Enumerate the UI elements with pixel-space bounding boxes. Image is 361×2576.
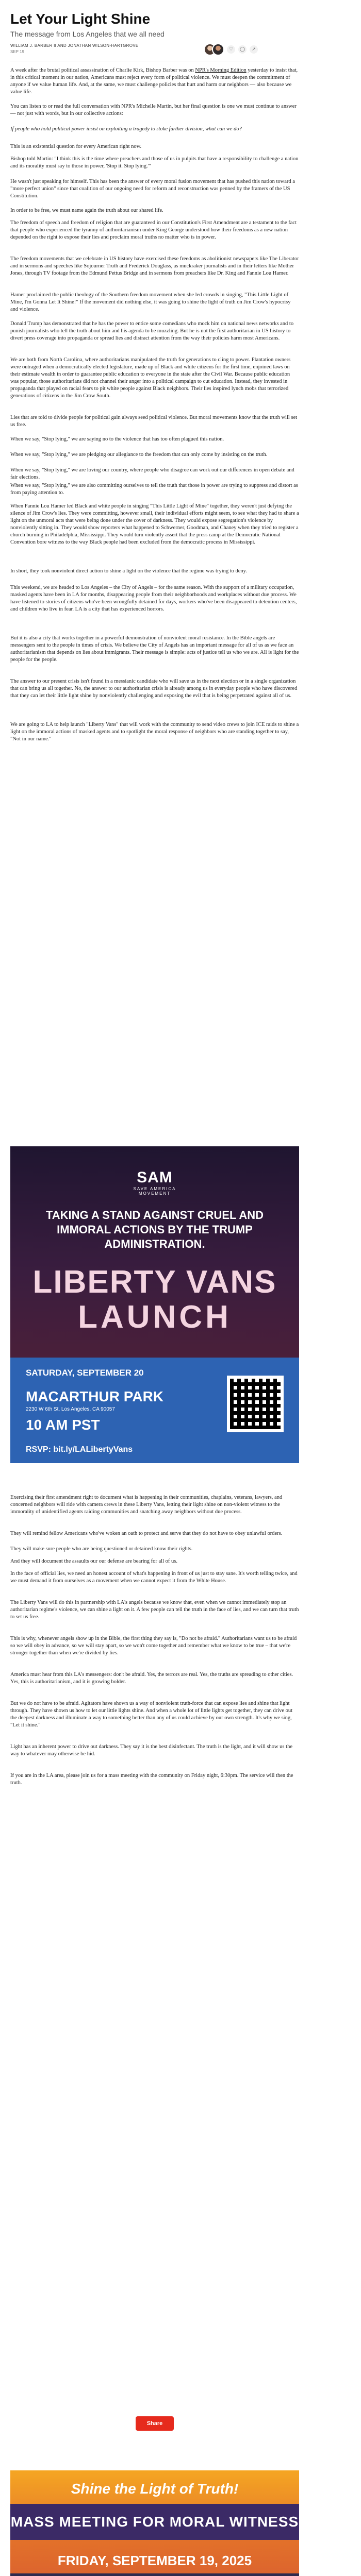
poster2-title: MASS MEETING FOR MORAL WITNESS <box>10 2504 299 2540</box>
paragraph: In order to be free, we must name again the truth about our shared life. <box>10 208 163 213</box>
paragraph: When we say, "Stop lying," we are also committing ourselves to tell the truth that those in power are trying to suppress and distort as from paying attention to. <box>10 483 298 496</box>
qr-code-icon <box>227 1376 284 1432</box>
paragraph: Exercising their first amendment right to document what is happening in their communities, chaplains, veterans, lawyers, and concerned neighbors will ride with camera crews in these Liberty Vans, letting their light shine on non-violent witness to the immorality of unidentified agents raiding communities and snatching away neighbors without due process. <box>10 1495 283 1515</box>
author-avatars[interactable] <box>204 43 224 56</box>
paragraph: A week after the brutal political assassination of Charlie Kirk, Bishop Barber was on NPR's Morning Edition yesterday to insist that, in this critical moment in our nation, Americans must reject every form of political violence. We must deepen the commitment of anyone if we value human life. And, at the same, we must challenge policies that hurt and harm our neighbors — also because we value life. <box>10 67 298 95</box>
paragraph: This weekend, we are headed to Los Angeles – the City of Angels – for the same reason. With the support of a military occupation, masked agents have been in LA for months, disappearing people from their neighborhoods and workplaces without due process. We have listened to stories of citizens who've been wrongfully detained for days, workers who've been disappeared to detention centers, and children who live in fear. LA is a city that has experienced horrors. <box>10 585 297 612</box>
npr-morning-edition-link[interactable]: NPR's Morning Edition <box>195 67 247 73</box>
event-date: SATURDAY, SEPTEMBER 20 <box>26 1368 144 1378</box>
avatar[interactable] <box>212 43 224 56</box>
paragraph: Hamer proclaimed the public theology of the Southern freedom movement when she led crowds in singing, "This Little Light of Mine, I'm Gonna Let It Shine!" If the movement did nothing else, it was going to shine the light of truth on Jim Crow's hypocrisy and violence. <box>10 292 291 312</box>
paragraph: But it is also a city that works together in a powerful demonstration of nonviolent moral resistance. In the Bible angels are messengers sent to the people in times of crisis. We believe the City of Angels has an important message for all of us as we face an authoritarianism that depends on lies about immigrants. Their message is simple: acts of justice tell us who we are. All is light for the people for the people. <box>10 635 299 663</box>
paragraph: But we do not have to be afraid. Agitators have shown us a way of nonviolent truth-force that can expose lies and shine that light through. They have shown us how to let our little lights shine. And when a whole lot of little lights get together, they can drive out the deepest darkness and illuminate a way to something better than any of us could achieve by our own strength. It's why we sing, "Let it shine." <box>10 1701 293 1728</box>
paragraph: When we say, "Stop lying," we are loving our country, where people who disagree can work out our differences in open debate and fair elections. <box>10 467 294 480</box>
paragraph: The freedom movements that we celebrate in US history have exercised these freedoms as abolitionist newspapers like The Liberator and in sermons and speeches like Sojourner Truth and Frederick Douglass, as muckraker journalists and in their letters like Mother Jones, through TV footage from the Edmund Pettus Bridge and in sermons from preachers like Dr. King and Fannie Lou Hamer. <box>10 256 299 276</box>
paragraph: In the face of official lies, we need an honest account of what's happening in front of us just to stay sane. It's worth telling twice, and we must demand it from ourselves as a movement when we cannot expect it from the White House. <box>10 1571 298 1584</box>
paragraph: The freedom of speech and freedom of religion that are guaranteed in our Constitution's First Amendment are a testament to the fact that people who experienced the tyranny of authoritarianism under King George understood how their freedoms as a new nation depended on the right to expose their lies and proclaim moral truths no matter who is in power. <box>10 220 297 240</box>
paragraph: You can listen to or read the full conversation with NPR's Michelle Martin, but her final question is one we must continue to answer — not just with words, but in our collective actions: <box>10 104 297 116</box>
paragraph: When we say, "Stop lying," we are saying no to the violence that has too often plagued this nation. <box>10 436 224 442</box>
paragraph: They will make sure people who are being questioned or detained know their rights. <box>10 1546 193 1552</box>
paragraph: Lies that are told to divide people for political gain always seed political violence. But moral movements know that the truth will set us free. <box>10 415 298 428</box>
event-venue: MACARTHUR PARK <box>26 1388 164 1404</box>
paragraph: If you are in the LA area, please join us for a mass meeting with the community on Friday night, 6:30pm. The service will then the truth. <box>10 1773 293 1786</box>
paragraph: Bishop told Martin: "I think this is the time where preachers and those of us in pulpits that have a responsibility to challenge a nation and its morality must say to those in power, 'Stop it. Stop lying.'" <box>10 156 299 169</box>
post-date: SEP 19 <box>10 49 24 54</box>
event-rsvp[interactable]: RSVP: bit.ly/LALibertyVans <box>26 1445 133 1454</box>
paragraph: And they will document the assaults our our defense are bearing for all of us. <box>10 1558 177 1564</box>
paragraph: America must hear from this LA's messengers: don't be afraid. Yes, the terrors are real. Yes, the truths are spreading to other cities. Yes, this is authoritarianism, and it is growing bolder. <box>10 1672 293 1685</box>
heart-icon[interactable]: ♡ <box>227 45 235 54</box>
logo-text: SAM <box>137 1169 173 1186</box>
poster2-tagline: Shine the Light of Truth! <box>71 2481 239 2497</box>
poster-title: LIBERTY VANS <box>32 1264 277 1300</box>
post-subtitle: The message from Los Angeles that we all need <box>10 30 165 38</box>
paragraph: The answer to our present crisis isn't found in a messianic candidate who will save us in the next election or in a single organization that can bring us all together. No, the answer to our authoritarian crisis is already among us in everyday people who have discovered that they can let their little light shine by nonviolently challenging and exposing the evil that is being perpetrated against all of us. <box>10 679 298 699</box>
paragraph: This is why, whenever angels show up in the Bible, the first thing they say is, "Do not be afraid." Authoritarians want us to be afraid so we will obey in advance, so we will stay apart, so we won't come together and remember what we know to be true – that we're stronger together than when we're divided by lies. <box>10 1636 297 1656</box>
event-details <box>10 1358 299 1463</box>
paragraph: When we say, "Stop lying," we are pledging our allegiance to the freedom that can only come by insisting on the truth. <box>10 452 268 457</box>
paragraph: When Fannie Lou Hamer led Black and white people in singing "This Little Light of Mine" together, they weren't just defying the silence of Jim Crow's lies. They were committing, however small, their individual efforts might seem, to see what they had to share a light on the unmoral acts that were being done under the cover of darkness. They would expose segregation's violence by nonviolently sitting in. They would show reporters what happened to Schwerner, Goodman, and Chaney when they tried to register a church burning in Philadelphia, Mississippi. They would turn violently assert that the press camp at the Democratic National Convention bore witness to the way Black people had been excluded from the democratic process in Mississippi. <box>10 503 299 545</box>
post-actions <box>227 45 258 54</box>
paragraph: If people who hold political power insist on exploiting a tragedy to stoke further division, what can we do? <box>10 126 242 132</box>
sam-logo <box>119 1169 191 1196</box>
paragraph: They will remind fellow Americans who've woken an oath to protect and serve that they do not have to obey unlawful orders. <box>10 1531 283 1536</box>
paragraph: In short, they took nonviolent direct action to shine a light on the violence that the regime was trying to deny. <box>10 568 247 574</box>
poster2-location <box>10 2573 299 2576</box>
mass-meeting-poster[interactable] <box>10 2470 299 2576</box>
liberty-vans-launch-poster[interactable] <box>10 1146 299 1463</box>
paragraph: Donald Trump has demonstrated that he has the power to entice some comedians who mock him on national news networks and to punish journalists who tell the truth about him and his agenda to be muzzling. But he is not the first authoritarian in US history to divert press coverage into propaganda or spread lies and distract attention from the way their policies harm most Americans. <box>10 321 294 341</box>
share-button[interactable]: Share <box>136 2416 174 2431</box>
paragraph: We are both from North Carolina, where authoritarians manipulated the truth for generations to cling to power. Plantation owners were outraged when a democratically elected legislature, made up of Black and white citizens for the first time, enjoined laws on their estimate wealth in order to guarantee public education to everyone in the state after the Civil War. Because public education was popular, those authoritarians did not channel their anger into a political campaign to cut education. Instead, they invested in propaganda that played on racial fears to pit white people against Black neighbors. Their lies inspired lynch mobs that terrorized generations of citizens in the Jim Crow South. <box>10 357 291 399</box>
poster2-date: FRIDAY, SEPTEMBER 19, 2025 <box>57 2553 252 2568</box>
poster-title-launch: LAUNCH <box>78 1299 232 1335</box>
logo-subtext: SAVE AMERICA MOVEMENT <box>133 1187 176 1196</box>
paragraph: This is an existential question for every American right now. <box>10 144 142 149</box>
paragraph: He wasn't just speaking for himself. This has been the answer of every moral fusion movement that has pushed this nation toward a "more perfect union" since that coalition of our ongoing need for reform and reconstruction was penned by the framers of the US Constitution. <box>10 179 295 199</box>
paragraph: Light has an inherent power to drive out darkness. They say it is the best disinfectant. The truth is the light, and it will show us the way to whatever may otherwise be hid. <box>10 1744 292 1757</box>
post-byline[interactable]: WILLIAM J. BARBER II AND JONATHAN WILSON-HARTGROVE <box>10 43 139 48</box>
paragraph: We are going to LA to help launch "Liberty Vans" that will work with the community to send video crews to join ICE raids to shine a light on the immoral actions of masked agents and to spotlight the moral response of neighbors who are standing together to say, "Not in our name." <box>10 722 299 742</box>
poster-headline: TAKING A STAND AGAINST CRUEL AND IMMORAL ACTIONS BY THE TRUMP ADMINISTRATION. <box>45 1209 264 1250</box>
comment-icon[interactable]: ◯ <box>238 45 247 54</box>
post-title: Let Your Light Shine <box>10 11 151 27</box>
event-address: 2230 W 6th St, Los Angeles, CA 90057 <box>26 1406 115 1412</box>
share-icon[interactable]: ↗ <box>250 45 258 54</box>
paragraph: The Liberty Vans will do this in partnership with LA's angels because we know that, even when we cannot immediately stop an authoritarian regime's violence, we can shine a light on it. A few people can tell the truth in the face of lies, and we can turn that truth to set us free. <box>10 1600 299 1620</box>
event-time: 10 AM PST <box>26 1417 100 1433</box>
